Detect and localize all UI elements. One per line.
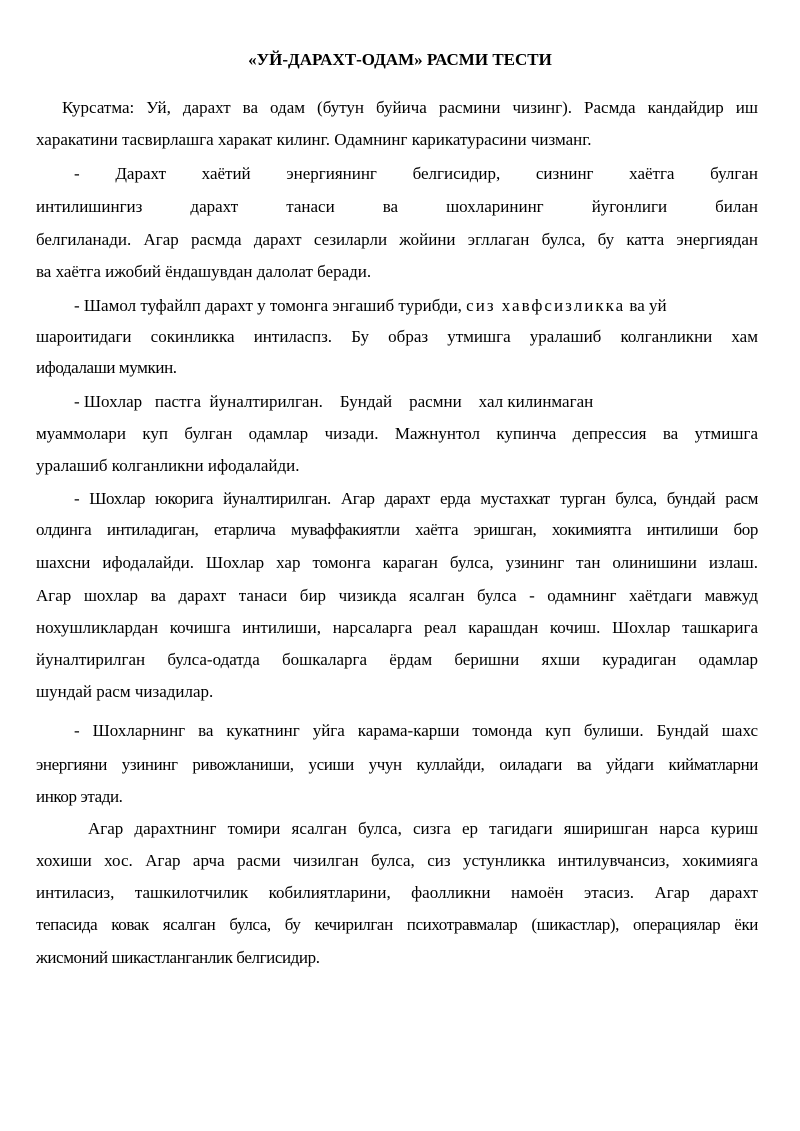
paragraph-line: Агар дарахтнинг томири ясалган булса, сизга ер тагидаги яширишган нарса куриш — [88, 819, 758, 838]
paragraph-line: хохиши хос. Агар арча расми чизилган булса, сиз устунликка интилувчансиз, хокимияга — [36, 851, 758, 870]
paragraph-line: Курсатма: Уй, дарахт ва одам (бутун буйича расмини чизинг). Расмда кандайдир иш — [62, 98, 758, 117]
paragraph-line: Агар шохлар ва дарахт танаси бир чизикда ясалган булса - одамнинг хаётдаги мавжуд — [36, 586, 758, 605]
text-run-spaced: сиз хавфсизликка — [466, 296, 626, 315]
paragraph-line: энергияни узининг ривожланиши, усиши учун куллайди, оиладаги ва уйдаги кийматларни — [36, 755, 758, 774]
text-run: ва уй — [629, 296, 667, 315]
paragraph-line: - Шохлар юкорига йуналтирилган. Агар дарахт ерда мустахкат турган булса, бундай расм — [74, 489, 758, 508]
paragraph-line: - Шохларнинг ва кукатнинг уйга карама-карши томонда куп булиши. Бундай шахс — [74, 721, 758, 740]
paragraph-line: олдинга интиладиган, етарлича муваффакиятли хаётга эришган, хокимиятга интилиши бор — [36, 520, 758, 539]
text-run: - Шамол туфайлп дарахт у томонга энгашиб турибди, — [74, 296, 462, 315]
paragraph-line: интиласиз, ташкилотчилик кобилиятларини, фаолликни намоён этасиз. Агар дарахт — [36, 883, 758, 902]
paragraph-line: белгиланади. Агар расмда дарахт сезиларли жойини эгллаган булса, бу катта энергиядан — [36, 230, 758, 249]
paragraph-line: тепасида ковак ясалган булса, бу кечирилган психотравмалар (шикастлар), операциялар ёки — [36, 915, 758, 934]
paragraph-line: ва хаётга ижобий ёндашувдан далолат беради. — [36, 262, 372, 281]
paragraph-line: нохушликлардан кочишга интилиши, нарсаларга реал карашдан кочиш. Шохлар ташкарига — [36, 618, 758, 637]
paragraph-line: - Дарахт хаётий энергиянинг белгисидир, сизнинг хаётга булган — [74, 164, 758, 183]
paragraph-line: шахсни ифодалайди. Шохлар хар томонга караган булса, узининг тан олинишини излаш. — [36, 553, 758, 572]
paragraph-line: инкор этади. — [36, 787, 123, 806]
paragraph-line: интилишингиз дарахт танаси ва шохларининг йугонлиги билан — [36, 197, 758, 216]
paragraph-line: жисмоний шикастланганлик белгисидир. — [36, 948, 320, 967]
paragraph-line: муаммолари куп булган одамлар чизади. Мажнунтол купинча депрессия ва утмишга — [36, 424, 758, 443]
paragraph-line: йуналтирилган булса-одатда бошкаларга ёрдам беришни яхши курадиган одамлар — [36, 650, 758, 669]
page-title: «УЙ-ДАРАХТ-ОДАМ» РАСМИ ТЕСТИ — [248, 50, 552, 69]
paragraph-line: шундай расм чизадилар. — [36, 682, 214, 701]
paragraph-line: - Шохлар пастга йуналтирилган. Бундай расмни хал килинмаган — [74, 392, 594, 411]
paragraph-line — [74, 295, 758, 317]
paragraph-line: уралашиб колганликни ифодалайди. — [36, 456, 300, 475]
paragraph-line: харакатини тасвирлашга харакат килинг. Одамнинг карикатурасини чизманг. — [36, 130, 592, 149]
paragraph-line: шароитидаги сокинликка интиласпз. Бу образ утмишга уралашиб колганликни хам — [36, 327, 758, 346]
paragraph-line: ифодалаши мумкин. — [36, 358, 177, 377]
